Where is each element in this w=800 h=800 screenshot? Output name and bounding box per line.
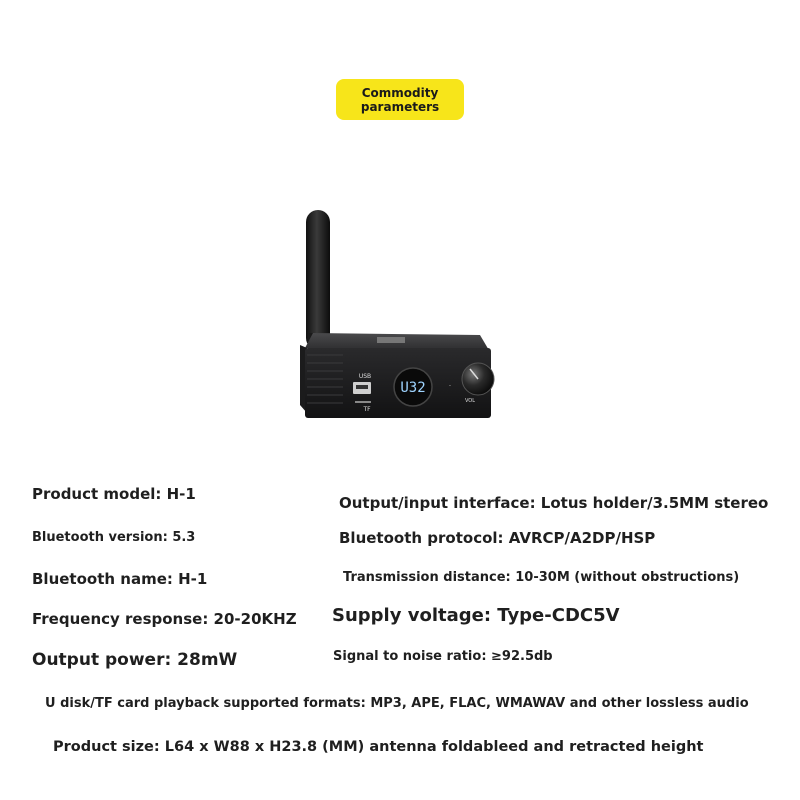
badge-line-1: Commodity	[361, 85, 439, 100]
spec-voltage: Supply voltage: Type-CDC5V	[332, 605, 620, 626]
spec-bt-name: Bluetooth name: H-1	[32, 570, 208, 588]
spec-bt-version: Bluetooth version: 5.3	[32, 530, 196, 545]
spec-formats: U disk/TF card playback supported formats: MP3, APE, FLAC, WMAWAV and other lossless audio	[45, 696, 749, 711]
tf-label: TF	[363, 406, 371, 413]
spec-output-power: Output power: 28mW	[32, 650, 238, 670]
product-image	[295, 205, 505, 430]
spec-interface: Output/input interface: Lotus holder/3.5MM stereo	[339, 494, 769, 512]
spec-distance: Transmission distance: 10-30M (without obstructions)	[343, 570, 740, 585]
commodity-parameters-badge	[336, 79, 464, 120]
spec-frequency: Frequency response: 20-20KHZ	[32, 610, 297, 628]
spec-snr: Signal to noise ratio: ≥92.5db	[333, 649, 553, 664]
usb-label: USB	[358, 373, 372, 380]
svg-text:-: -	[448, 382, 452, 389]
spec-bt-protocol: Bluetooth protocol: AVRCP/A2DP/HSP	[339, 529, 656, 547]
usb-port-icon	[353, 382, 371, 394]
antenna-icon	[306, 210, 330, 353]
badge-line-2: parameters	[360, 99, 440, 114]
vol-label: VOL	[464, 398, 476, 404]
spec-product-model: Product model: H-1	[32, 485, 196, 503]
logo-icon	[377, 337, 405, 343]
spec-size: Product size: L64 x W88 x H23.8 (MM) antenna foldableed and retracted height	[53, 739, 704, 755]
led-display-text: U32	[400, 380, 426, 396]
tf-slot-icon	[355, 401, 371, 403]
